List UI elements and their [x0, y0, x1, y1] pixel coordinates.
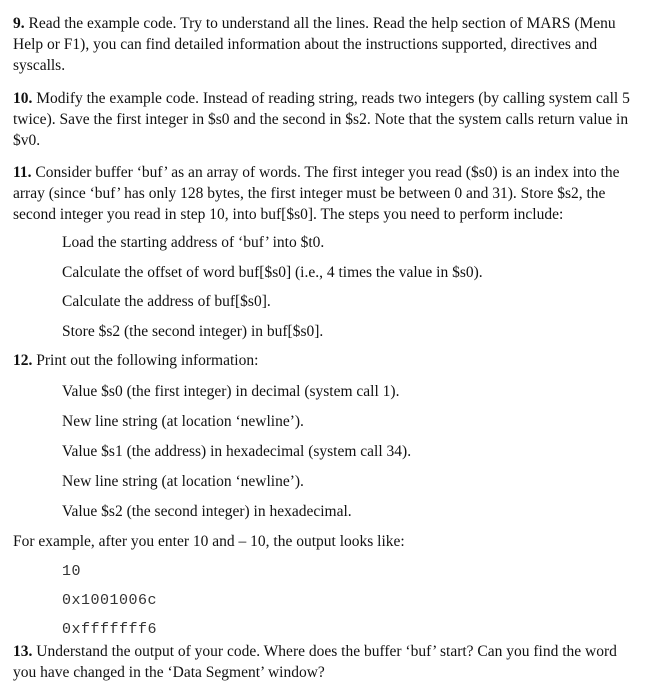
item-9-number: 9. — [13, 15, 25, 32]
item-11-step-1: Load the starting address of ‘buf’ into $t0. — [62, 234, 325, 251]
item-13 — [13, 641, 641, 683]
item-11-number: 11. — [13, 164, 32, 181]
item-13-text: Understand the output of your code. Where does the buffer ‘buf’ start? Can you find the word you have changed in the ‘Data Segment’ window? — [13, 643, 617, 681]
example-intro: For example, after you enter 10 and – 10, the output looks like: — [13, 533, 405, 550]
item-12 — [13, 350, 641, 371]
item-13-number: 13. — [13, 643, 33, 660]
example-output-line-2: 0x1001006c — [62, 592, 158, 609]
item-12-step-5: Value $s2 (the second integer) in hexadecimal. — [62, 503, 352, 520]
item-10-number: 10. — [13, 90, 33, 107]
item-12-step-2: New line string (at location ‘newline’). — [62, 413, 304, 430]
item-11-step-2: Calculate the offset of word buf[$s0] (i.e., 4 times the value in $s0). — [62, 264, 483, 281]
item-12-text: Print out the following information: — [36, 352, 259, 369]
item-10-text: Modify the example code. Instead of reading string, reads two integers (by calling system call 5 twice). Save the first integer in $s0 and the second in $s2. Note that the system calls return value in $v0. — [13, 90, 630, 149]
item-11-step-3: Calculate the address of buf[$s0]. — [62, 293, 271, 310]
item-12-step-1: Value $s0 (the first integer) in decimal (system call 1). — [62, 383, 400, 400]
example-output-line-1: 10 — [62, 563, 82, 580]
item-9-text: Read the example code. Try to understand all the lines. Read the help section of MARS (Menu Help or F1), you can find detailed information about the instructions supported, directives and syscalls. — [13, 15, 616, 74]
item-9 — [13, 13, 641, 76]
item-12-number: 12. — [13, 352, 33, 369]
item-11-text: Consider buffer ‘buf’ as an array of words. The first integer you read ($s0) is an index into the array (since ‘buf’ has only 128 bytes, the first integer must be between 0 and 31). Store $s2, the second integer you read in step 10, into buf[$s0]. The steps you need to perform include: — [13, 164, 620, 223]
example-output-line-3: 0xfffffff6 — [62, 621, 158, 638]
item-11 — [13, 162, 641, 225]
item-12-step-3: Value $s1 (the address) in hexadecimal (system call 34). — [62, 443, 412, 460]
item-12-step-4: New line string (at location ‘newline’). — [62, 473, 304, 490]
item-10 — [13, 88, 641, 151]
item-11-step-4: Store $s2 (the second integer) in buf[$s0]. — [62, 323, 324, 340]
